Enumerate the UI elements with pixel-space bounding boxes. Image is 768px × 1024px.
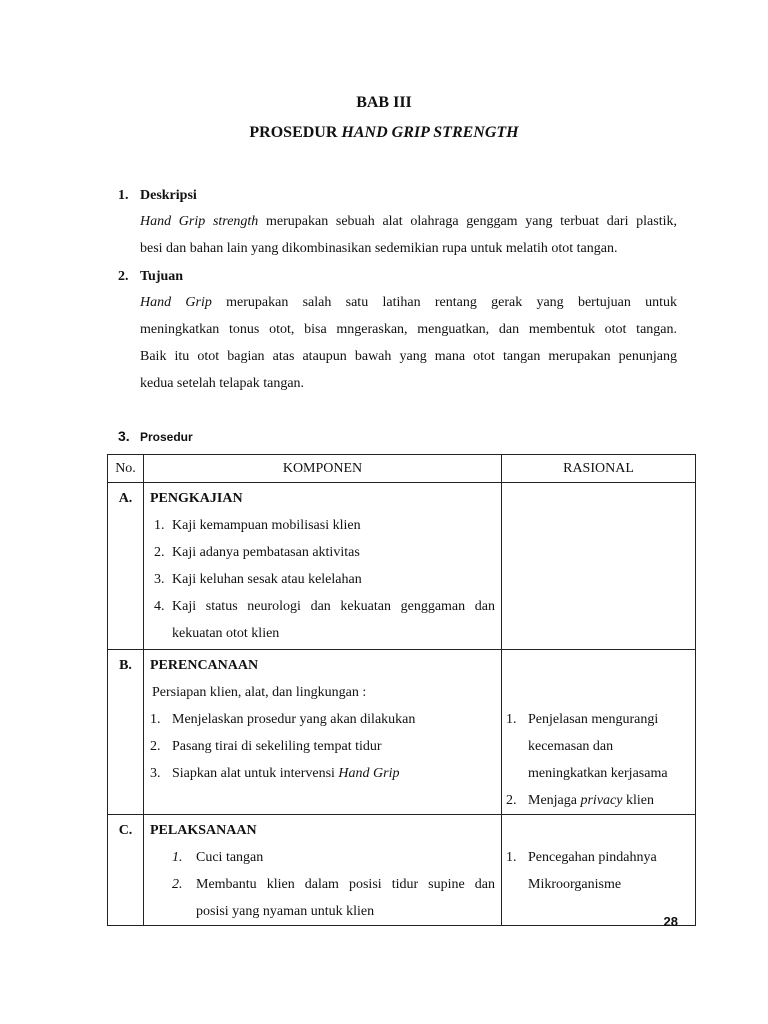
paragraph-line: meningkatkan tonus otot, bisa mngeraskan, menguatkan, dan membentuk otot tangan. xyxy=(140,322,677,337)
row-title: PENGKAJIAN xyxy=(150,491,243,506)
chapter-title: BAB III xyxy=(356,94,412,111)
row-c-rasional-cell xyxy=(502,815,696,926)
list-item xyxy=(150,844,495,871)
item-number: 1. xyxy=(506,712,517,727)
list-item xyxy=(150,760,495,787)
document-title xyxy=(0,124,768,142)
list-item xyxy=(150,539,495,566)
section-1-number: 1. xyxy=(118,188,129,203)
list-item xyxy=(150,593,495,647)
line-text: merupakan salah satu latihan rentang gerak yang bertujuan untuk xyxy=(211,295,677,310)
title-prefix: PROSEDUR xyxy=(249,124,338,141)
item-text: Kaji status neurologi dan kekuatan genggaman dan xyxy=(172,599,495,614)
item-number: 2. xyxy=(172,877,183,892)
item-text: kecemasan dan xyxy=(528,739,614,754)
item-text: Siapkan alat untuk intervensi xyxy=(172,766,339,781)
page-number: 28 xyxy=(663,914,678,929)
table-row xyxy=(108,815,696,926)
header-no: No. xyxy=(108,455,144,483)
paragraph-line: kedua setelah telapak tangan. xyxy=(140,376,305,391)
hand-grip-term: Hand Grip xyxy=(140,295,212,310)
row-a-rasional-cell xyxy=(502,483,696,650)
item-number: 1. xyxy=(172,850,183,865)
row-b-komponen-cell xyxy=(144,650,502,815)
row-c-no-cell xyxy=(108,815,144,926)
header-komponen: KOMPONEN xyxy=(144,455,502,483)
list-item xyxy=(506,844,689,898)
table-row xyxy=(108,483,696,650)
section-1-title: Deskripsi xyxy=(140,188,197,203)
list-item xyxy=(506,706,689,787)
paragraph-line xyxy=(140,289,677,316)
list-item xyxy=(150,706,495,733)
header-rasional: RASIONAL xyxy=(502,455,696,483)
item-text: Membantu klien dalam posisi tidur supine dan xyxy=(196,877,495,892)
section-2-number: 2. xyxy=(118,269,129,284)
row-b-no-cell xyxy=(108,650,144,815)
item-number: 2. xyxy=(150,739,161,754)
item-number: 2. xyxy=(154,545,165,560)
item-text: klien xyxy=(622,793,654,808)
item-text: Menjelaskan prosedur yang akan dilakukan xyxy=(172,712,416,727)
procedure-table xyxy=(107,454,696,926)
paragraph-line: besi dan bahan lain yang dikombinasikan sedemikian rupa untuk melatih otot tangan. xyxy=(140,241,618,256)
list-item xyxy=(150,512,495,539)
item-text: posisi yang nyaman untuk klien xyxy=(196,904,375,919)
item-number: 4. xyxy=(154,599,165,614)
row-title: PELAKSANAAN xyxy=(150,823,257,838)
item-number: 3. xyxy=(154,572,165,587)
item-text: Pencegahan pindahnya xyxy=(528,850,657,865)
row-b-rasional-cell xyxy=(502,650,696,815)
item-text: Pasang tirai di sekeliling tempat tidur xyxy=(172,739,382,754)
section-2-paragraph xyxy=(140,289,677,397)
hand-grip-term: Hand Grip strength xyxy=(140,214,259,229)
row-a-komponen-cell xyxy=(144,483,502,650)
table-row xyxy=(108,650,696,815)
hand-grip-term: Hand Grip xyxy=(338,766,400,781)
item-number: 2. xyxy=(506,793,517,808)
item-text: Mikroorganisme xyxy=(528,877,622,892)
item-number: 1. xyxy=(154,518,165,533)
section-2-title: Tujuan xyxy=(140,269,184,284)
table-header-row xyxy=(108,455,696,483)
paragraph-line: Baik itu otot bagian atas ataupun bawah yang mana otot tangan merupakan penunjang xyxy=(140,349,677,364)
list-item xyxy=(150,566,495,593)
item-number: 3. xyxy=(150,766,161,781)
item-text: Cuci tangan xyxy=(196,850,264,865)
list-item xyxy=(150,733,495,760)
section-3-number: 3. xyxy=(118,428,130,444)
item-text: Kaji keluhan sesak atau kelelahan xyxy=(172,572,362,587)
row-number: B. xyxy=(119,658,132,673)
privacy-term: privacy xyxy=(580,793,623,808)
item-text: Menjaga xyxy=(528,793,581,808)
item-number: 1. xyxy=(150,712,161,727)
section-1-paragraph xyxy=(140,208,677,262)
row-number: A. xyxy=(118,491,133,506)
row-a-no-cell xyxy=(108,483,144,650)
paragraph-line xyxy=(140,208,677,235)
row-c-komponen-cell xyxy=(144,815,502,926)
item-text: Kaji adanya pembatasan aktivitas xyxy=(172,545,360,560)
section-3-title: Prosedur xyxy=(140,430,193,444)
item-text: Penjelasan mengurangi xyxy=(528,712,659,727)
row-title: PERENCANAAN xyxy=(150,658,259,673)
item-text: meningkatkan kerjasama xyxy=(528,766,668,781)
row-number: C. xyxy=(118,823,133,838)
list-item xyxy=(150,871,495,925)
row-intro: Persiapan klien, alat, dan lingkungan : xyxy=(152,685,367,700)
item-text: kekuatan otot klien xyxy=(172,626,280,641)
title-italic: HAND GRIP STRENGTH xyxy=(341,124,519,141)
line-text: merupakan sebuah alat olahraga genggam yang terbuat dari plastik, xyxy=(258,214,677,229)
item-text: Kaji kemampuan mobilisasi klien xyxy=(172,518,361,533)
item-number: 1. xyxy=(506,850,517,865)
list-item xyxy=(506,787,689,814)
